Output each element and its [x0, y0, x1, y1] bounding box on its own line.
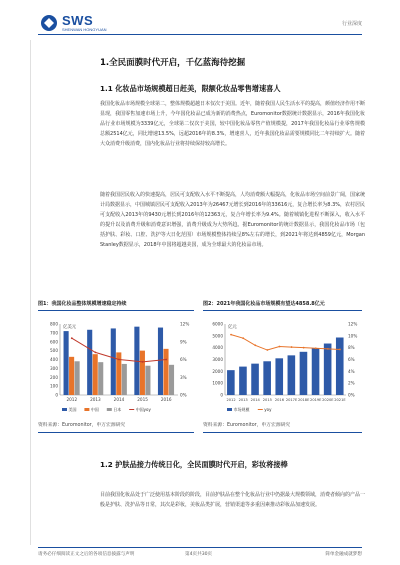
- x-tick-label: 2019E: [310, 398, 322, 402]
- x-tick-label: 2016: [274, 398, 285, 402]
- y2-tick-label: 6%: [180, 357, 187, 362]
- bar: [158, 328, 163, 395]
- x-tick-label: 2020E: [322, 398, 334, 402]
- line-point: [242, 337, 244, 339]
- body-paragraph-1: 我国化妆品市场规模全球第二，整体规模超越日本仅次于美国。近年，随着我国人民生活水平的提高，颜值经济作用不断显现，我国零售加速市场上升，今年国化妆品已成为新的消费热点，Euromonitor数据统计数据显示，2016年我国化妆品行业市场规模为3339亿元，全球第二仅次于美国，较中国化妆品零售产值规模提，2017年我国化妆品行业零售规模总额2514亿元，同比增速13.5%，远超2016年的8.3%，增速喜人，近年我国化妆品需要规模同比二年持续扩大。随着大众消费升级消费，国内化妆品行业将持续保持较高增长。: [100, 101, 366, 147]
- y-tick-label: 600: [50, 339, 58, 345]
- bar: [336, 338, 344, 395]
- body-paragraph-3: 目前我国化妆品处于广泛使用基本阶段的阶段，目前护肤品在整个化妆品行业中仍据最大规模领域，消费者倾向的产品一般是护肤、洗护品等日常，其次是彩妆，美妆品类扩展，营销渠道等多重因素推动彩妆品加速发展。: [100, 492, 366, 508]
- x-tick-label: 2013: [238, 398, 248, 402]
- y-tick-label: 3000: [212, 357, 223, 362]
- y-tick-label: 100: [50, 383, 58, 389]
- legend-label: yoy: [264, 407, 272, 412]
- y2-tick-label: 9%: [180, 339, 187, 345]
- figure1-source-divider: [38, 432, 194, 433]
- line-point: [327, 348, 329, 350]
- bar: [312, 348, 320, 395]
- x-tick-label: 2021E: [334, 398, 346, 402]
- figure1-divider: [38, 310, 194, 311]
- bar: [263, 361, 271, 395]
- figure2-divider: [203, 310, 362, 311]
- x-tick-label: 2012: [66, 397, 78, 402]
- y-tick-label: 700: [50, 330, 58, 336]
- bar: [140, 351, 145, 395]
- bar: [251, 364, 259, 395]
- legend-label: 中国: [90, 407, 99, 412]
- line-point: [230, 334, 232, 336]
- footer-divider: [38, 547, 362, 548]
- bar: [227, 370, 235, 395]
- bar: [122, 364, 127, 395]
- y-tick-label: 400: [50, 357, 58, 362]
- subsection-title: 1.1 化妆品市场规模超日赶美，限额化妆品零售增速喜人: [100, 84, 281, 93]
- bar: [288, 355, 296, 395]
- line-point: [165, 359, 167, 361]
- bar: [239, 367, 247, 395]
- figure1-source: 资料来源：Euromonitor，申万宏源研究: [38, 423, 126, 428]
- section-title: 1.全民面膜时代开启，千亿蓝海待挖掘: [100, 58, 246, 68]
- y-tick-label: 1000: [212, 380, 223, 386]
- line-point: [142, 361, 144, 363]
- y2-tick-label: 3%: [180, 374, 187, 380]
- y2-tick-label: 4%: [348, 368, 355, 374]
- legend-label: 市场规模: [233, 407, 250, 412]
- bar: [275, 358, 283, 395]
- x-tick-label: 2015: [262, 398, 272, 402]
- y-tick-label: 0: [55, 392, 58, 398]
- legend-label: 中国yoy: [135, 407, 151, 412]
- y2-tick-label: 6%: [348, 357, 355, 362]
- subsection-title-2: 1.2 护肤品接力传统日化，全民面膜时代开启，彩妆将接棒: [100, 460, 288, 469]
- figure1-chart: [38, 314, 194, 419]
- x-tick-label: 2015: [137, 397, 148, 402]
- footer-page-number: 第4页共30页: [185, 552, 213, 557]
- y2-tick-label: 8%: [348, 345, 355, 351]
- y-tick-label: 500: [50, 348, 58, 354]
- line-point: [118, 359, 120, 361]
- line-point: [95, 352, 97, 354]
- body-paragraph-2: 随着我国居民收入的快速提高，居民可支配收入水平不断提高，人均消费额大幅提高，化妆品市场空间前景广阔，国家统计局数据显示，中国城镇居民可支配收入2013年为26467元增长到2016年的33616元，复合增长率为8.3%，农村居民可支配收入2013年的9430元增长到2016年的12363元，复合年增长率为9.4%。随着城镇化进程不断深入，收入水平的提升以及消费升级和消费意识增强，消费升级成为大势所趋。据Euromonitor的统计数据显示，我国化妆品市场（包括护肤、彩妆、口腔、洗护等大日化范围）市场规模整体持续呈8%左右的增长，到2021年将达到4859亿元，Morgan Stanley数据显示，2018年中国将超越美国，成为全球最大的化妆品市场。: [100, 192, 366, 248]
- bar: [69, 357, 74, 395]
- y-axis-label: 亿元: [228, 325, 237, 330]
- figure2-source: 资料来源：Euromonitor，申万宏源研究: [203, 423, 291, 428]
- y-tick-label: 6000: [212, 321, 223, 327]
- line-point: [339, 349, 341, 351]
- y-tick-label: 5000: [212, 333, 223, 339]
- bar: [98, 362, 103, 395]
- y-tick-label: 800: [50, 321, 58, 327]
- line-point: [266, 349, 268, 351]
- y-tick-label: 300: [50, 365, 58, 371]
- legend-swatch: [227, 408, 232, 411]
- bar: [75, 361, 80, 395]
- x-tick-label: 2013: [90, 397, 101, 402]
- line-point: [291, 346, 293, 348]
- y-tick-label: 0: [220, 392, 223, 398]
- y-tick-label: 2000: [212, 368, 223, 374]
- header-divider: [38, 34, 362, 35]
- y2-tick-label: 12%: [180, 321, 190, 327]
- x-tick-label: 2016: [160, 397, 172, 402]
- bar: [169, 365, 174, 395]
- bar: [111, 328, 116, 395]
- bar: [300, 352, 308, 395]
- series-line: [231, 335, 340, 350]
- figure2-title: 图2：2021年我国化妆品市场规模有望达4858.8亿元: [203, 301, 325, 307]
- figure2-chart: [203, 314, 362, 419]
- legend-label: 日本: [113, 407, 122, 412]
- line-point: [315, 347, 317, 349]
- brand-name: SWS: [62, 13, 94, 28]
- y2-tick-label: 0%: [180, 392, 187, 398]
- legend-swatch: [62, 408, 67, 411]
- left-margin-rule: [30, 40, 31, 545]
- report-type: 行业深度: [341, 21, 362, 27]
- figure1-title: 图1：我国化妆品整体规模增速稳定持续: [38, 301, 127, 307]
- brand-subtitle: SHENWAN HONGYUAN: [62, 27, 107, 32]
- legend-swatch: [107, 408, 112, 411]
- x-tick-label: 2014: [113, 397, 125, 402]
- bar: [64, 331, 69, 395]
- y2-tick-label: 2%: [348, 380, 355, 386]
- bar: [324, 344, 332, 395]
- y2-tick-label: 12%: [348, 321, 358, 327]
- bar: [93, 354, 98, 395]
- line-point: [71, 337, 73, 339]
- x-tick-label: 2017E: [285, 398, 298, 402]
- line-point: [303, 347, 305, 349]
- y-tick-label: 200: [50, 374, 58, 380]
- x-tick-label: 2012: [226, 398, 236, 402]
- x-tick-label: 2018E: [297, 398, 310, 402]
- legend-label: 美国: [68, 407, 77, 412]
- figure2-source-divider: [203, 432, 362, 433]
- legend-swatch: [84, 408, 89, 411]
- line-point: [279, 346, 281, 348]
- y-axis-label: 亿美元: [63, 325, 77, 330]
- y-tick-label: 4000: [212, 345, 223, 351]
- bar: [163, 349, 168, 395]
- footer-slogan: 简单金融成就梦想: [325, 552, 362, 557]
- y2-tick-label: 10%: [348, 333, 358, 339]
- line-point: [254, 344, 256, 346]
- y2-tick-label: 0%: [348, 392, 355, 398]
- bar: [145, 366, 150, 395]
- x-tick-label: 2014: [250, 398, 260, 402]
- footer-disclaimer: 请务必仔细阅读正文之后的各项信息披露与声明: [38, 552, 135, 557]
- bar: [87, 330, 92, 395]
